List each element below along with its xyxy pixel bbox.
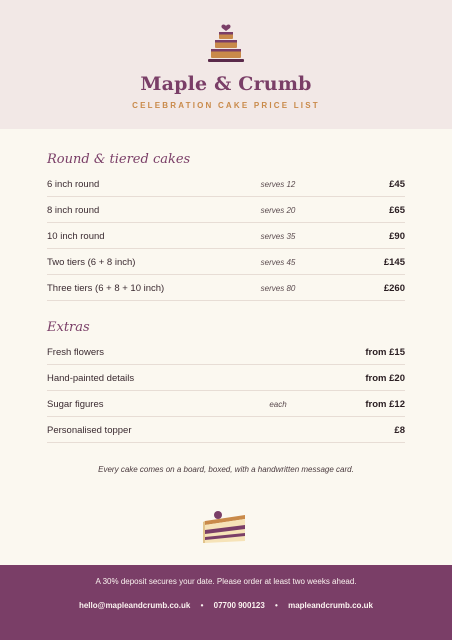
footnote: Every cake comes on a board, boxed, with a handwritten message card. [98,465,354,474]
item-name: Hand-painted details [47,373,135,384]
website-link[interactable]: mapleandcrumb.co.uk [288,601,374,610]
item-price: £8 [394,425,405,436]
contact-line [0,601,452,610]
deposit-note: A 30% deposit secures your date. Please order at least two weeks ahead. [95,577,357,586]
cakes-price-table [47,171,405,301]
item-note: serves 45 [260,258,296,267]
item-price: £260 [383,283,405,294]
separator: • [200,601,204,610]
item-note: serves 35 [260,232,296,241]
phone-number[interactable]: 07700 900123 [213,601,265,610]
section-title-cakes: Round & tiered cakes [47,152,191,167]
tiered-cake-icon [206,22,246,64]
price-row [47,171,405,197]
item-name: 8 inch round [47,205,100,216]
item-name: Sugar figures [47,399,104,410]
item-note: each [269,400,287,409]
item-price: from £20 [365,373,405,384]
price-row [47,249,405,275]
brand-name: Maple & Crumb [140,73,312,95]
item-price: from £12 [365,399,405,410]
extras-price-table [47,339,405,443]
price-row [47,417,405,443]
cake-slice-icon [201,509,249,547]
item-name: 10 inch round [47,231,105,242]
item-name: Three tiers (6 + 8 + 10 inch) [47,283,165,294]
price-row [47,391,405,417]
email-link[interactable]: hello@mapleandcrumb.co.uk [78,601,191,610]
item-name: 6 inch round [47,179,100,190]
item-price: £45 [389,179,405,190]
item-price: £65 [389,205,405,216]
price-row [47,275,405,301]
item-price: from £15 [365,347,405,358]
footer [0,565,452,640]
item-price: £90 [389,231,405,242]
header [0,0,452,129]
price-row [47,339,405,365]
section-title-extras: Extras [47,320,90,335]
item-name: Two tiers (6 + 8 inch) [47,257,136,268]
item-price: £145 [383,257,405,268]
item-name: Personalised topper [47,425,132,436]
item-note: serves 20 [260,206,296,215]
item-note: serves 12 [260,180,296,189]
price-row [47,197,405,223]
item-name: Fresh flowers [47,347,105,358]
item-note: serves 80 [260,284,296,293]
page-subtitle: CELEBRATION CAKE PRICE LIST [132,101,320,110]
price-row [47,365,405,391]
price-row [47,223,405,249]
separator: • [275,601,278,610]
